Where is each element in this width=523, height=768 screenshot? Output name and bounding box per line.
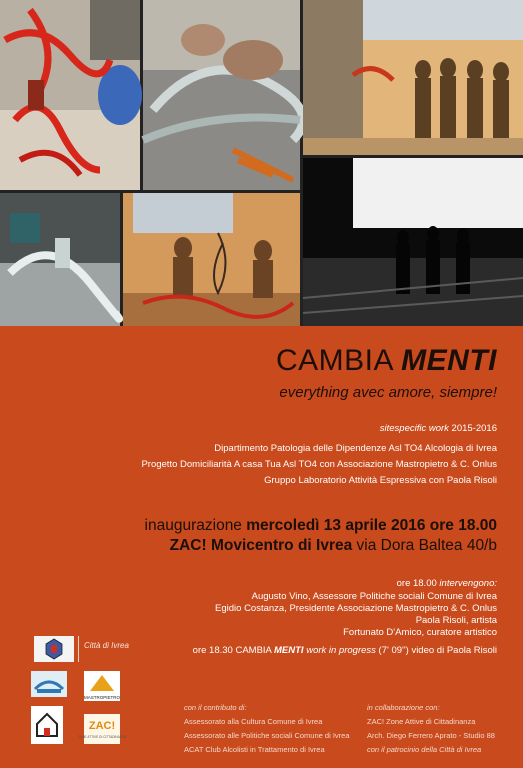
footer-right-heading: in collaborazione con:: [367, 703, 440, 712]
photo-wall-shadows: [303, 0, 523, 155]
venue-name: ZAC! Movicentro di Ivrea: [169, 537, 353, 554]
comune-label: Città di Ivrea: [84, 641, 129, 650]
video-rest: (7' 09'') video di Paola Risoli: [375, 645, 497, 656]
venue-address: via Dora Baltea 40/b: [352, 537, 497, 554]
footer-left-item-1: Assessorato alla Cultura Comune di Ivrea: [184, 717, 323, 726]
work-line-italic: sitespecific work: [379, 423, 449, 434]
project-line-1: Dipartimento Patologia delle Dipendenze Asl TO4 Alcologia di Ivrea: [214, 443, 497, 454]
speaker-3: Paola Risoli, artista: [415, 615, 497, 626]
video-wip: work in progress: [303, 645, 376, 656]
footer-left-item-3: ACAT Club Alcolisti in Trattamento di Ivrea: [184, 745, 325, 754]
project-line-3: Gruppo Laboratorio Attività Espressiva con Paola Risoli: [264, 475, 497, 486]
footer-left-item-2: Assessorato alle Politiche sociali Comune di Ivrea: [184, 731, 350, 740]
title-part1: CAMBIA: [275, 344, 402, 377]
inauguration-line: [145, 517, 497, 535]
speakers-time: ore 18.00: [396, 578, 440, 589]
speaker-2: Egidio Costanza, Presidente Associazione Mastropietro & C. Onlus: [215, 603, 497, 614]
project-line-2: Progetto Domiciliarità A casa Tua Asl TO4 con Associazione Mastropietro & C. Onlus: [141, 459, 497, 470]
zac-logo: [77, 714, 127, 744]
photo-table-tubes: [0, 193, 120, 326]
video-line: [193, 645, 497, 656]
venue-line: [170, 537, 497, 555]
video-menti: MENTI: [274, 645, 304, 656]
speaker-4: Fortunato D'Amico, curatore artistico: [343, 627, 497, 638]
exhibition-subtitle: everything avec amore, siempre!: [279, 384, 497, 401]
mastropietro-logo-text: MASTROPIETRO: [83, 695, 121, 700]
work-line: [380, 423, 497, 434]
comune-logo: [34, 636, 74, 662]
photo-hands-tube: [143, 0, 300, 190]
zac-logo-sub: ZONE ATTIVE DI CITTADINANZA: [77, 735, 127, 739]
title-part2: MENTI: [401, 344, 497, 377]
footer-left-heading: con il contributo di:: [184, 703, 247, 712]
comune-divider: [78, 636, 79, 662]
house-logo: [31, 706, 63, 744]
photo-red-sculpture: [0, 0, 140, 190]
speaker-1: Augusto Vino, Assessore Politiche sociali Comune di Ivrea: [251, 591, 497, 602]
footer-right-item-2: Arch. Diego Ferrero Aprato - Studio 88: [367, 731, 495, 740]
inauguration-label: inaugurazione: [144, 517, 247, 534]
footer-right-item-1: ZAC! Zone Attive di Cittadinanza: [367, 717, 476, 726]
mastropietro-logo: [84, 671, 120, 701]
speakers-label: intervengono:: [439, 578, 497, 589]
zac-logo-text: ZAC!: [88, 720, 116, 732]
speakers-intro: [397, 578, 497, 589]
footer-left: [184, 701, 350, 757]
inauguration-date: mercoledì 13 aprile 2016 ore 18.00: [246, 517, 497, 534]
work-line-years: 2015-2016: [448, 423, 497, 434]
footer-right: [367, 701, 495, 757]
photo-collage: [0, 0, 523, 326]
photo-shadow-sculpture: [123, 193, 300, 326]
video-time: ore 18.30 CAMBIA: [192, 645, 274, 656]
acat-logo: [31, 671, 67, 697]
exhibition-title: [276, 344, 497, 378]
footer-right-patronage: con il patrocinio della Città di Ivrea: [367, 745, 482, 754]
photo-silhouettes: [303, 158, 523, 326]
